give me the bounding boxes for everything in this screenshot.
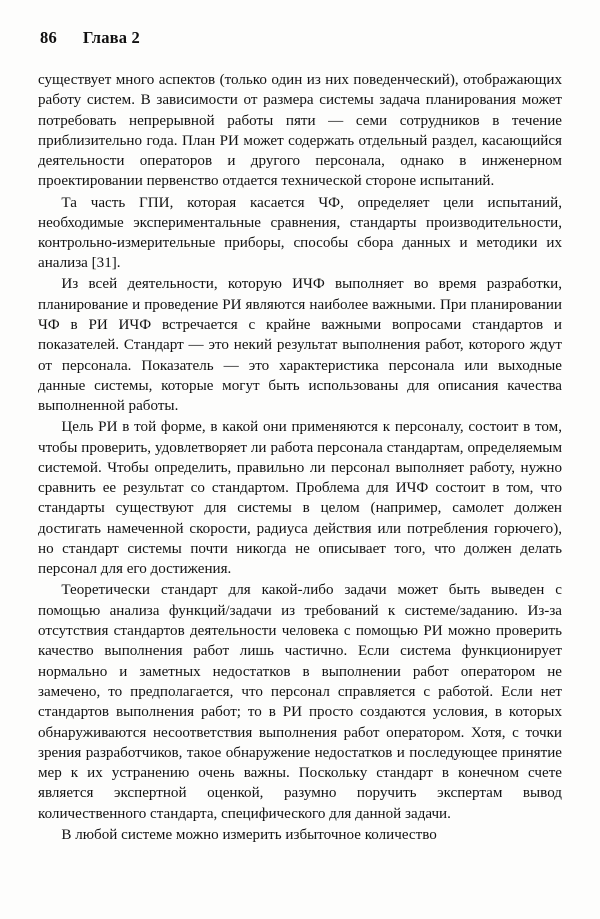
paragraph: В любой системе можно измерить избыточное количество — [61, 826, 437, 843]
page-body — [38, 70, 562, 845]
paragraph: Та часть ГПИ, которая касается ЧФ, определяет цели испытаний, необходимые экспериментальные сравнения, стандарты производительности, контрольно-измерительные приборы, способы сбора данных и методики их анализа [31]. — [38, 194, 562, 272]
paragraph: Теоретически стандарт для какой-либо задачи может быть выведен с помощью анализа функций/задачи из требований к системе/заданию. Из-за отсутствия стандартов деятельности человека с помощью РИ можно проверить качество выполнения работ лишь частично. Если система функционирует нормально и заметных недостатков в выполнении работ оператором не замечено, то предполагается, что персонал справляется с работой. Если нет стандартов выполнения работ; то в РИ просто создаются условия, в которых обнаруживаются несоответствия выполнения работ оператором. Хотя, с точки зрения разработчиков, такое обнаружение недостатков и последующее принятие мер к их устранению очень важны. Поскольку стандарт в конечном счете является экспертной оценкой, разумно поручить экспертам вывод количественного стандарта, специфического для данной задачи. — [38, 582, 562, 822]
chapter-title: Глава 2 — [82, 28, 140, 47]
paragraph: Цель РИ в той форме, в какой они применяются к персоналу, состоит в том, чтобы проверить, удовлетворяет ли работа персонала стандартам, определяемым системой. Чтобы определить, правильно ли персонал выполняет работу, нужно сравнить ее результат со стандартом. Проблема для ИЧФ состоит в том, что стандарты существуют для системы в целом (например, самолет должен достигать намеченной скорости, радиуса действия или потребления горючего), но стандарт системы почти никогда не описывает того, что должен делать персонал для его достижения. — [38, 419, 562, 578]
page-header — [40, 28, 562, 48]
page-number: 86 — [40, 28, 57, 47]
paragraph: существует много аспектов (только один из них поведенческий), отображающих работу систем. В зависимости от размера системы задача планирования может потребовать непрерывной работы пяти — семи сотрудников в течение приблизительно года. План РИ может содержать отдельный раздел, касающийся деятельности операторов и другого персонала, однако в инженерном проектировании первенство отдается технической стороне испытаний. — [38, 72, 562, 190]
paragraph: Из всей деятельности, которую ИЧФ выполняет во время разработки, планирование и проведение РИ являются наиболее важными. При планировании ЧФ в РИ ИЧФ встречается с крайне важными вопросами стандартов и показателей. Стандарт — это некий результат выполнения работ, которого ждут от персонала. Показатель — это характеристика персонала или выходные данные системы, которые могут быть использованы для описания качества выполненной работы. — [38, 276, 562, 415]
